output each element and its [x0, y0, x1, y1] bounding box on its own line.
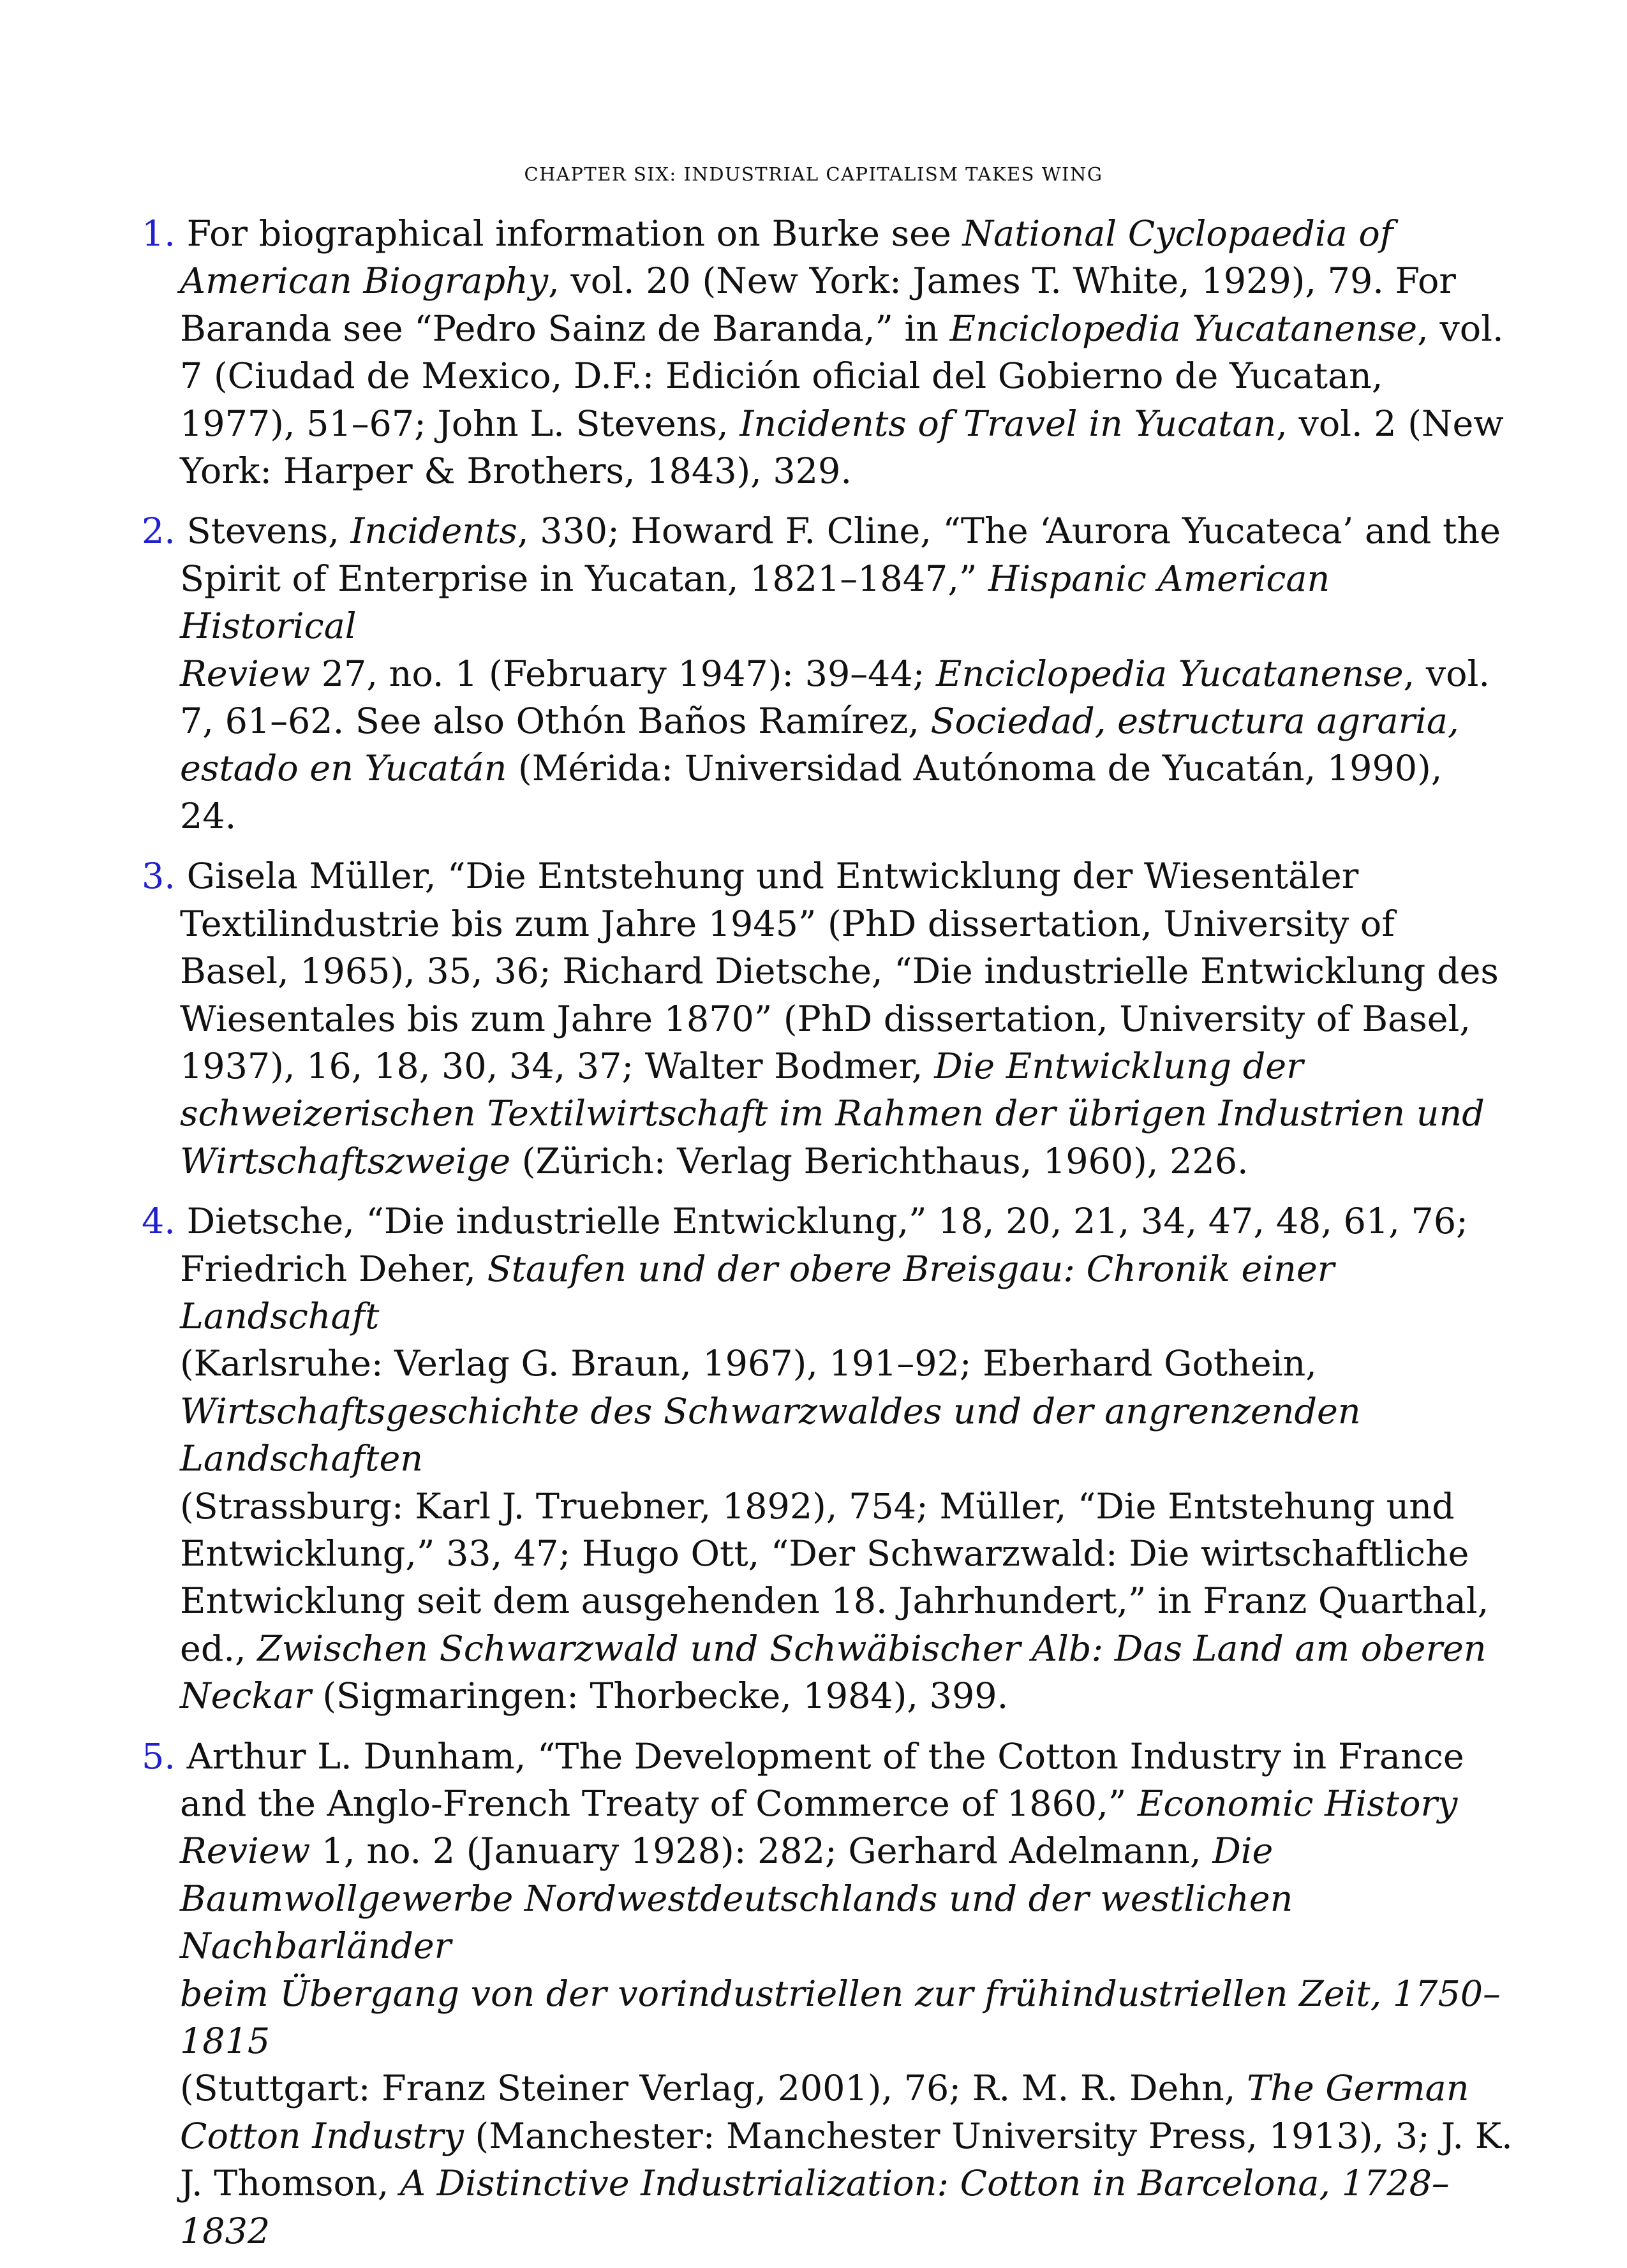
endnote-number-link[interactable]: 5.	[142, 1735, 175, 1777]
endnote-number-link[interactable]: 2.	[142, 510, 175, 552]
endnote-text: Wiesentales bis zum Jahre 1870” (PhD dissertation, University of Basel,	[180, 998, 1471, 1040]
endnote-text: Textilindustrie bis zum Jahre 1945” (PhD dissertation, University of	[180, 903, 1395, 945]
endnote-text: 1977), 51–67; John L. Stevens,	[180, 403, 740, 445]
endnote-text: York: Harper & Brothers, 1843), 329.	[180, 450, 852, 493]
endnote-text: , vol. 20 (New York: James T. White, 1929), 79. For	[548, 260, 1456, 302]
endnote-text: 24.	[180, 795, 237, 837]
endnote-text: Gisela Müller, “Die Entstehung und Entwicklung der Wiesentäler	[186, 856, 1359, 898]
endnote-title-text: Die Entwicklung der	[934, 1045, 1304, 1087]
endnote-text: ed.,	[180, 1627, 258, 1670]
endnote-text: Friedrich Deher,	[180, 1248, 487, 1290]
endnote-title-text: Review	[180, 653, 311, 695]
endnote-title-text: schweizerischen Textilwirtschaft im Rahmen der übrigen Industrien und	[180, 1093, 1485, 1135]
endnote-text: Entwicklung seit dem ausgehenden 18. Jahrhundert,” in Franz Quarthal,	[180, 1580, 1489, 1622]
endnote-text: 7, 61–62. See also Othón Baños Ramírez,	[180, 700, 931, 743]
endnote-text: J. Thomson,	[180, 2163, 400, 2205]
endnote-3	[142, 853, 1513, 1185]
endnote-text: Entwicklung,” 33, 47; Hugo Ott, “Der Schwarzwald: Die wirtschaftliche	[180, 1532, 1469, 1575]
endnote-title-text: Incidents of Travel in Yucatan	[739, 403, 1277, 445]
endnote-text: For biographical information on Burke see	[186, 213, 963, 255]
endnote-number-link[interactable]: 4.	[142, 1201, 175, 1243]
endnote-text: , 330; Howard F. Cline, “The ‘Aurora Yucateca’ and the	[517, 510, 1501, 552]
endnote-text: 27, no. 1 (February 1947): 39–44;	[310, 653, 937, 695]
endnote-2	[142, 508, 1513, 840]
endnote-text: Dietsche, “Die industrielle Entwicklung,” 18, 20, 21, 34, 47, 48, 61, 76;	[186, 1201, 1468, 1243]
endnote-text: (Stuttgart: Franz Steiner Verlag, 2001), 76; R. M. R. Dehn,	[180, 2068, 1247, 2110]
endnote-title-text: Review	[180, 1830, 311, 1872]
endnote-text: Basel, 1965), 35, 36; Richard Dietsche, “Die industrielle Entwicklung des	[180, 951, 1499, 993]
endnotes-list	[142, 211, 1513, 2268]
endnote-text: , vol.	[1403, 653, 1490, 695]
endnote-title-text: Incidents	[350, 510, 517, 552]
endnote-title-text: The German	[1247, 2068, 1469, 2110]
endnote-text: Arthur L. Dunham, “The Development of the Cotton Industry in France	[186, 1735, 1464, 1777]
endnote-text: (Sigmaringen: Thorbecke, 1984), 399.	[311, 1675, 1009, 1717]
endnote-text: Spirit of Enterprise in Yucatan, 1821–1847,”	[180, 558, 989, 600]
endnote-title-text: Die	[1212, 1830, 1274, 1872]
endnote-text: (Mérida: Universidad Autónoma de Yucatán, 1990),	[507, 748, 1443, 790]
endnote-text: (Strassburg: Karl J. Truebner, 1892), 754; Müller, “Die Entstehung und	[180, 1485, 1455, 1527]
endnote-title-text: Baumwollgewerbe Nordwestdeutschlands und der westlichen Nachbarländer	[180, 1878, 1293, 1968]
endnote-title-text: Wirtschaftszweige	[180, 1140, 511, 1182]
endnote-number-link[interactable]: 3.	[142, 856, 175, 898]
running-head: CHAPTER SIX: INDUSTRIAL CAPITALISM TAKES WING	[524, 163, 1103, 185]
endnote-title-text: Enciclopedia Yucatanense	[936, 653, 1404, 695]
endnote-text: 7 (Ciudad de Mexico, D.F.: Edición oficial del Gobierno de Yucatan,	[180, 355, 1383, 397]
endnote-4	[142, 1198, 1513, 1720]
endnote-title-text: Cotton Industry	[180, 2115, 464, 2157]
endnote-text: (Zürich: Verlag Berichthaus, 1960), 226.	[510, 1140, 1249, 1182]
endnote-title-text: Neckar	[180, 1675, 311, 1717]
endnote-5	[142, 1733, 1513, 2255]
endnote-text: 1, no. 2 (January 1928): 282; Gerhard Adelmann,	[310, 1830, 1213, 1872]
endnote-text: Stevens,	[186, 510, 351, 552]
endnote-title-text: beim Übergang von der vorindustriellen zur frühindustriellen Zeit, 1750–1815	[180, 1973, 1501, 2063]
endnote-title-text: Wirtschaftsgeschichte des Schwarzwaldes und der angrenzenden Landschaften	[180, 1390, 1361, 1480]
endnote-title-text: Zwischen Schwarzwald und Schwäbischer Alb: Das Land am oberen	[257, 1627, 1487, 1670]
endnote-title-text: A Distinctive Industrialization: Cotton in Barcelona, 1728–1832	[180, 2163, 1450, 2252]
endnote-title-text: Economic History	[1137, 1783, 1458, 1825]
endnote-text: (Karlsruhe: Verlag G. Braun, 1967), 191–92; Eberhard Gothein,	[180, 1343, 1317, 1385]
endnote-text: 1937), 16, 18, 30, 34, 37; Walter Bodmer,	[180, 1045, 935, 1087]
endnote-text: , vol.	[1417, 308, 1504, 350]
endnote-title-text: estado en Yucatán	[180, 748, 507, 790]
endnote-text: and the Anglo-French Treaty of Commerce of 1860,”	[180, 1783, 1138, 1825]
endnote-text: Baranda see “Pedro Sainz de Baranda,” in	[180, 308, 950, 350]
endnote-text: (Manchester: Manchester University Press, 1913), 3; J. K.	[463, 2115, 1513, 2157]
endnote-title-text: Hispanic American Historical	[180, 558, 1330, 648]
endnote-title-text: American Biography	[180, 260, 549, 302]
endnote-title-text: Staufen und der obere Breisgau: Chronik einer Landschaft	[180, 1248, 1335, 1337]
endnote-number-link[interactable]: 1.	[142, 213, 175, 255]
endnote-text: , vol. 2 (New	[1276, 403, 1504, 445]
endnote-1	[142, 211, 1513, 495]
endnote-title-text: Enciclopedia Yucatanense	[949, 308, 1418, 350]
endnote-title-text: Sociedad, estructura agraria,	[930, 700, 1459, 743]
endnote-title-text: National Cyclopaedia of	[962, 213, 1393, 255]
